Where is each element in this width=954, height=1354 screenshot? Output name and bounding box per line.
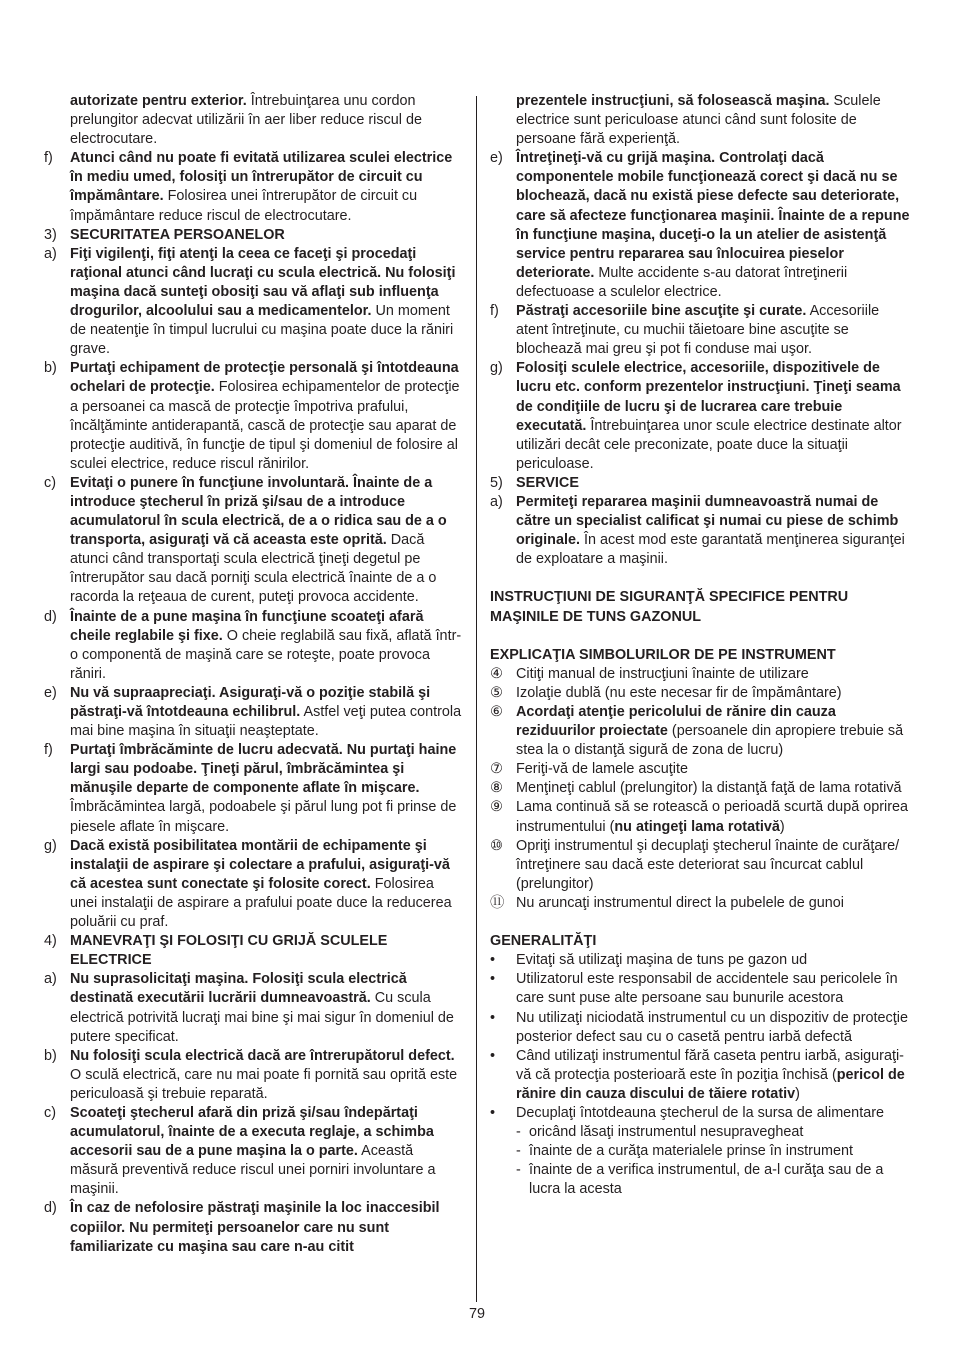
item-text <box>516 359 910 474</box>
item-label: a) <box>44 971 57 988</box>
item-label: ⑤ <box>490 684 503 701</box>
item-label: e) <box>490 150 503 167</box>
regular-text: O cheie reglabilă sau fixă, aflată într-o componentă de maşină care se roteşte, poate provoca răniri. <box>70 627 462 682</box>
list-item <box>490 837 910 894</box>
bold-text: Scoateţi ştecherul afară din priză şi/sau îndepărtaţi acumulatorul, înainte de a executa reglaje, a schimba accesorii sau de a pune maşina la o parte. <box>70 1104 434 1160</box>
item-label: • <box>490 971 496 988</box>
item-text <box>516 1009 910 1047</box>
bold-text: Nu suprasolicitaţi maşina. Folosiţi scula electrică destinată executării lucrării dumneavoastră. <box>70 971 407 1007</box>
item-text <box>516 951 910 970</box>
regular-text: Opriţi instrumentul şi decuplaţi ştecherul înainte de curăţare/întreţinere sau dacă este deteriorat sau încurcat cablul (prelungitor) <box>516 837 900 892</box>
item-label: b) <box>44 360 57 377</box>
bold-text: Purtaţi îmbrăcăminte de lucru adecvată. Nu purtaţi haine largi sau podoabe. Ţineţi părul, îmbrăcămintea şi mănuşile departe de componente aflate în mişcare. <box>70 742 457 797</box>
item-text <box>70 359 464 474</box>
item-label: g) <box>44 837 57 854</box>
list-item <box>44 684 464 741</box>
right-column <box>490 92 910 1199</box>
bold-text: Nu folosiţi scula electrică dacă are întrerupătorul defect. <box>70 1047 455 1064</box>
list-item <box>490 1104 910 1123</box>
bold-text: Dacă există posibilitatea montării de echipamente şi instalaţii de aspirare şi colectare a prafului, asiguraţi-vă că acestea sunt conectate şi folosite corect. <box>70 837 450 892</box>
bold-text: Evitaţi o punere în funcţiune involuntară. Înainte de a introduce ştecherul în priză şi/sau de a introduce acumulatorul în scula electrică, de a o ridica sau de a o transporta, asiguraţi vă că aceasta este oprită. <box>70 474 447 549</box>
item-label: 4) <box>44 933 57 950</box>
bold-text: MANEVRAŢI ŞI FOLOSIŢI CU GRIJĂ SCULELE ELECTRICE <box>70 933 388 969</box>
bold-text: Fiţi vigilenţi, fiţi atenţi la ceea ce faceţi şi procedaţi raţional atunci când lucraţi cu scula electrică. Nu folosiţi maşina dacă sunteţi obosiţi sau vă aflaţi sub influenţa drogurilor, alcoolului sau a medicamentelor. <box>70 245 456 320</box>
item-label: ⑪ <box>490 894 505 911</box>
bold-text: Nu vă supraapreciaţi. Asiguraţi-vă o poziţie stabilă şi păstraţi-vă întotdeauna echilibrul. <box>70 684 431 720</box>
list-item <box>490 149 910 302</box>
list-item <box>490 92 910 149</box>
bold-text: pericol de rănire din cauza discului de tăiere rotativ <box>516 1066 905 1102</box>
page-number: 79 <box>468 1306 485 1322</box>
item-label: ④ <box>490 665 503 682</box>
bold-text: Purtaţi echipament de protecţie personală şi întotdeauna ochelari de protecţie. <box>70 360 459 396</box>
item-text <box>529 1123 910 1142</box>
regular-text: Citiţi manual de instrucţiuni înainte de utilizare <box>516 665 809 682</box>
regular-text: Nu utilizaţi niciodată instrumentul cu un dispozitiv de protecţie posterior defect sau cu o casetă pentru iarbă defectă <box>516 1009 908 1045</box>
regular-text: (persoanele din apropiere trebuie să stea la o distanţă sigură de zona de lucru) <box>516 723 904 759</box>
item-label: • <box>490 1047 496 1064</box>
bold-text: SERVICE <box>516 474 579 491</box>
bold-text: Întreţineţi-vă cu grijă maşina. Controlaţi dacă componentele mobile funcţionează corect şi dacă nu se blochează, dacă nu există piese defecte sau deteriorate, care să afecteze funcţionarea maşinii. Înainte de a repune în funcţiune maşina, duceţi-o la un atelier de asistenţă service pentru repararea sau înlocuirea pieselor deteriorate. <box>516 150 910 281</box>
item-label: f) <box>44 150 53 167</box>
list-item <box>490 1047 910 1104</box>
bold-text: În caz de nefolosire păstraţi maşinile la loc inaccesibil copiilor. Nu permiteţi persoanelor care nu sunt familiarizate cu maşina sau care n-au citit <box>70 1200 440 1255</box>
item-label: f) <box>44 742 53 759</box>
regular-text: Accesoriile atent întreţinute, cu muchii tăietoare bine ascuţite se blochează mai greu şi pot fi conduse mai uşor. <box>516 303 880 358</box>
item-text <box>70 474 464 608</box>
regular-text: ) <box>795 1085 800 1102</box>
list-item <box>490 1009 910 1047</box>
regular-text: Feriţi-vă de lamele ascuţite <box>516 761 688 778</box>
spacer <box>490 569 910 588</box>
regular-text: Un moment de neatenţie în timpul lucrului cu maşina poate duce la răniri grave. <box>70 303 454 358</box>
item-label: g) <box>490 360 503 377</box>
section-heading: EXPLICAŢIA SIMBOLURILOR DE PE INSTRUMENT <box>490 646 836 663</box>
numbered-section-heading <box>44 932 464 970</box>
regular-text: Decuplaţi întotdeauna ştecherul de la sursa de alimentare <box>516 1104 884 1121</box>
item-text <box>70 92 464 149</box>
item-text <box>70 1199 464 1256</box>
item-label: - <box>516 1162 521 1179</box>
regular-text: Izolaţie dublă (nu este necesar fir de împământare) <box>516 684 842 701</box>
list-item <box>44 837 464 932</box>
regular-text: Cu scula electrică potrivită lucraţi mai bine şi mai sigur în domeniul de putere specificat. <box>70 990 454 1045</box>
item-label: d) <box>44 1200 57 1217</box>
list-item <box>490 760 910 779</box>
regular-text: În acest mod este garantată menţinerea siguranţei de exploatare a maşinii. <box>516 532 905 568</box>
item-text <box>516 474 910 493</box>
item-label: ⑩ <box>490 837 503 854</box>
list-item <box>44 1104 464 1199</box>
item-label: 5) <box>490 474 503 491</box>
section-heading: INSTRUCŢIUNI DE SIGURANŢĂ SPECIFICE PENTRU MAŞINILE DE TUNS GAZONUL <box>490 589 849 625</box>
list-item <box>44 1199 464 1256</box>
item-label: - <box>516 1124 521 1141</box>
item-text <box>516 970 910 1008</box>
item-text <box>70 149 464 225</box>
bold-text: SECURITATEA PERSOANELOR <box>70 226 285 243</box>
regular-text: O sculă electrică, care nu mai poate fi pornită sau oprită este periculoasă şi trebuie reparată. <box>70 1066 458 1102</box>
regular-text: Evitaţi să utilizaţi maşina de tuns pe gazon ud <box>516 952 808 969</box>
section-heading: GENERALITĂŢI <box>490 933 597 950</box>
list-item <box>44 608 464 684</box>
regular-text: Folosirea unei instalaţii de aspirare a prafului poate duce la reducerea poluării cu praf. <box>70 875 452 931</box>
regular-text: Sculele electrice sunt periculoase atunci când sunt folosite de persoane fără experienţă. <box>516 93 881 148</box>
numbered-section-heading <box>490 474 910 493</box>
item-text <box>70 1047 464 1104</box>
item-label: ⑨ <box>490 799 503 816</box>
list-item <box>44 1047 464 1104</box>
item-text <box>516 779 910 798</box>
item-text <box>516 149 910 302</box>
regular-text: oricând lăsaţi instrumentul nesupravegheat <box>529 1124 804 1141</box>
item-label: - <box>516 1143 521 1160</box>
item-label: 3) <box>44 226 57 243</box>
regular-text: Această măsură preventivă reduce riscul unei porniri involuntare a maşinii. <box>70 1143 436 1198</box>
regular-text: Întrebuinţarea unor scule electrice destinate altor utilizări decât cele preconizate, poate duce la situaţii periculoase. <box>516 417 902 472</box>
list-item <box>44 741 464 836</box>
item-text <box>70 970 464 1046</box>
list-item <box>490 665 910 684</box>
regular-text: înainte de a curăţa materialele prinse în instrument <box>529 1143 853 1160</box>
list-item <box>490 970 910 1008</box>
spacer <box>490 913 910 932</box>
item-text <box>70 1104 464 1199</box>
list-item <box>44 474 464 608</box>
list-item <box>490 359 910 474</box>
item-text <box>516 302 910 359</box>
item-text <box>516 665 910 684</box>
item-text <box>70 226 464 245</box>
item-label: f) <box>490 303 499 320</box>
item-label: ⑦ <box>490 761 503 778</box>
item-label: c) <box>44 474 56 491</box>
item-label: ⑥ <box>490 704 503 720</box>
list-item <box>490 951 910 970</box>
regular-text: Utilizatorul este responsabil de accidentele sau pericolele în care sunt puse alte persoane sau bunurile acestora <box>516 971 898 1007</box>
item-text <box>70 608 464 684</box>
bold-text: nu atingeţi lama rotativă <box>614 818 780 835</box>
item-text <box>516 1104 910 1123</box>
item-text <box>70 932 464 970</box>
list-item <box>490 302 910 359</box>
item-text <box>70 245 464 360</box>
bold-text: Permiteţi repararea maşinii dumneavoastră numai de către un specialist calificat şi numai cu piese de schimb originale. <box>516 493 899 549</box>
list-item <box>44 970 464 1046</box>
item-text <box>516 493 910 569</box>
item-text <box>70 741 464 836</box>
sub-list-item <box>490 1123 910 1142</box>
regular-text: Astfel veţi putea controla mai bine maşina în situaţii neaşteptate. <box>70 704 462 740</box>
list-item <box>490 703 910 760</box>
list-item <box>490 493 910 569</box>
list-item <box>44 245 464 360</box>
list-item <box>490 894 910 913</box>
item-label: c) <box>44 1104 56 1121</box>
sub-list-item <box>490 1142 910 1161</box>
spacer <box>490 627 910 646</box>
list-item <box>44 149 464 225</box>
regular-text: Folosirea echipamentelor de protecţie a persoanei ca mască de protecţie împotriva prafului, încălţăminte antiderapantă, cască de protecţie sau aparat de protecţie auditivă, în funcţie de tipul şi domeniul de folosire al sculei electrice, reduce riscul rănirilor. <box>70 379 460 472</box>
regular-text: Lama continuă să se rotească o perioadă scurtă după oprirea instrumentului ( <box>516 799 908 835</box>
regular-text: ) <box>779 818 785 835</box>
list-item <box>44 92 464 149</box>
list-item <box>490 684 910 703</box>
item-text <box>516 92 910 149</box>
item-text <box>70 684 464 741</box>
item-label: • <box>490 1104 496 1121</box>
item-label: • <box>490 952 496 969</box>
item-label: ⑧ <box>490 780 503 797</box>
item-label: a) <box>490 493 503 510</box>
item-label: • <box>490 1009 496 1026</box>
item-text <box>516 703 910 760</box>
bold-text: autorizate pentru exterior. <box>70 93 247 109</box>
list-item <box>490 779 910 798</box>
numbered-section-heading <box>44 226 464 245</box>
regular-text: Folosirea unei întrerupător de circuit cu împământare reduce riscul de electrocutare. <box>70 188 418 224</box>
item-text <box>516 684 910 703</box>
bold-text: Înainte de a pune maşina în funcţiune scoateţi afară cheile reglabile şi fixe. <box>70 608 424 644</box>
item-text <box>516 894 910 913</box>
regular-text: Multe accidente s-au datorat întreţinerii defectuoase a sculelor electrice. <box>516 264 848 300</box>
item-text <box>70 837 464 932</box>
item-text <box>516 1047 910 1104</box>
regular-text: Îmbrăcămintea largă, podoabele şi părul lung pot fi prinse de piesele aflate în mişcare. <box>70 799 457 835</box>
bold-text: Folosiţi sculele electrice, accesoriile, dispozitivele de lucru etc. conform prezentelor instrucţiuni. Ţineţi seama de condiţiile de lucru şi de lucrarea care trebuie executată. <box>516 360 901 434</box>
item-label: b) <box>44 1047 57 1064</box>
bold-text: Păstraţi accesoriile bine ascuţite şi curate. <box>516 303 807 320</box>
list-item <box>44 359 464 474</box>
regular-text: Când utilizaţi instrumentul fără caseta pentru iarbă, asiguraţi-vă că protecţia posterioară este în poziţia închisă ( <box>516 1047 904 1083</box>
item-text <box>516 760 910 779</box>
item-text <box>529 1142 910 1161</box>
bold-text: Acordaţi atenţie pericolului de rănire din cauza reziduurilor proiectate <box>516 704 836 740</box>
bold-text: Atunci când nu poate fi evitată utilizarea sculei electrice în mediu umed, folosiţi un întrerupător de circuit cu împământare. <box>70 150 453 205</box>
item-label: d) <box>44 608 57 625</box>
regular-text: înainte de a verifica instrumentul, de a-l curăţa sau de a lucra la acesta <box>529 1162 884 1198</box>
item-text <box>529 1161 910 1199</box>
regular-text: Dacă atunci când transportaţi scula electrică ţineţi degetul pe întrerupător sau dacă porniţi scula electrică înainte de a o racorda la reţeaua de curent, puteţi provoca accidente. <box>70 532 437 606</box>
item-text <box>516 798 910 836</box>
item-label: e) <box>44 684 57 701</box>
item-label: a) <box>44 245 57 262</box>
left-column <box>44 92 464 1257</box>
regular-text: Menţineţi cablul (prelungitor) la distanţă faţă de lama rotativă <box>516 780 902 797</box>
regular-text: Întrebuinţarea unu cordon prelungitor adecvat utilizării în aer liber reduce riscul de electrocutare. <box>70 93 422 148</box>
bold-text: prezentele instrucţiuni, să folosească maşina. <box>516 93 830 109</box>
sub-list-item <box>490 1161 910 1199</box>
regular-text: Nu aruncaţi instrumentul direct la pubelele de gunoi <box>516 894 844 911</box>
list-item <box>490 798 910 836</box>
column-divider <box>476 96 477 1302</box>
item-text <box>516 837 910 894</box>
